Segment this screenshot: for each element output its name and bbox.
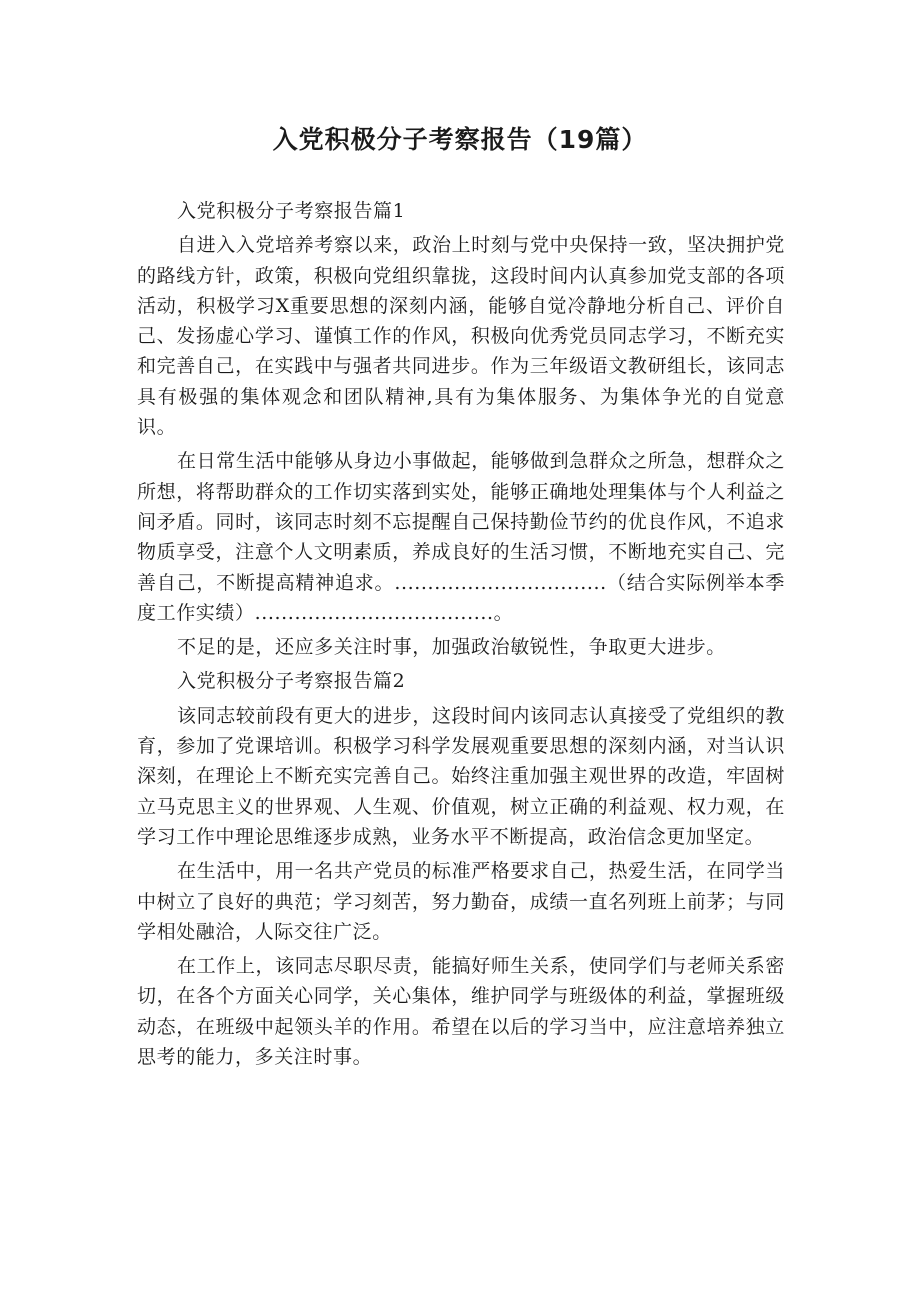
section-heading-2: 入党积极分子考察报告篇2 xyxy=(177,670,406,693)
paragraph: 该同志较前段有更大的进步，这段时间内该同志认真接受了党组织的教育，参加了党课培训。积极学习科学发展观重要思想的深刻内涵，对当认识深刻，在理论上不断充实完善自己。始终注重加强主观世界的改造，牢固树立马克思主义的世界观、人生观、价值观，树立正确的利益观、权力观，在学习工作中理论思维逐步成熟，业务水平不断提高，政治信念更加坚定。 xyxy=(137,704,785,848)
paragraph: 在日常生活中能够从身边小事做起，能够做到急群众之所急，想群众之所想，将帮助群众的工作切实落到实处，能够正确地处理集体与个人利益之间矛盾。同时，该同志时刻不忘提醒自己保持勤俭节约的优良作风，不追求物质享受，注意个人文明素质，养成良好的生活习惯，不断地充实自己、完善自己，不断提高精神追求。................................（结合实际例举本季度工作实绩）....................................。 xyxy=(137,450,785,624)
document-title: 入党积极分子考察报告（19篇） xyxy=(272,125,648,154)
document-body xyxy=(137,196,785,1072)
paragraph: 不足的是，还应多关注时事，加强政治敏锐性，争取更大进步。 xyxy=(177,636,726,659)
paragraph: 在工作上，该同志尽职尽责，能搞好师生关系，使同学们与老师关系密切，在各个方面关心同学，关心集体，维护同学与班级体的利益，掌握班级动态，在班级中起领头羊的作用。希望在以后的学习当中，应注意培养独立思考的能力，多关注时事。 xyxy=(137,955,785,1069)
section-heading-1: 入党积极分子考察报告篇1 xyxy=(177,200,406,222)
paragraph: 在生活中，用一名共产党员的标准严格要求自己，热爱生活，在同学当中树立了良好的典范；学习刻苦，努力勤奋，成绩一直名列班上前茅；与同学相处融洽，人际交往广泛。 xyxy=(137,860,785,943)
paragraph: 自进入入党培养考察以来，政治上时刻与党中央保持一致，坚决拥护党的路线方针，政策，积极向党组织靠拢，这段时间内认真参加党支部的各项活动，积极学习X重要思想的深刻内涵，能够自觉冷静地分析自己、评价自己、发扬虚心学习、谨慎工作的作风，积极向优秀党员同志学习，不断充实和完善自己，在实践中与强者共同进步。作为三年级语文教研组长，该同志具有极强的集体观念和团队精神,具有为集体服务、为集体争光的自觉意识。 xyxy=(137,234,785,439)
